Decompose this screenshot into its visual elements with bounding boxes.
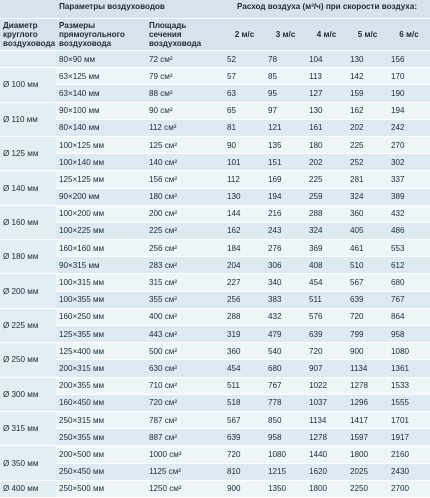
flow-4ms-cell: 113 <box>306 68 347 85</box>
flow-6ms-cell: 170 <box>388 68 430 85</box>
flow-3ms-cell: 680 <box>265 360 306 377</box>
flow-2ms-cell: 900 <box>224 480 265 497</box>
table-row <box>0 463 430 480</box>
area-cell: 710 см² <box>146 377 224 394</box>
flow-2ms-cell: 184 <box>224 240 265 257</box>
flow-2ms-cell: 144 <box>224 205 265 222</box>
flow-4ms-cell: 161 <box>306 119 347 136</box>
diameter-cell: Ø 100 мм <box>0 68 56 102</box>
flow-6ms-cell: 156 <box>388 51 430 68</box>
table-row <box>0 205 430 222</box>
area-cell: 1250 см² <box>146 480 224 497</box>
flow-6ms-cell: 2700 <box>388 480 430 497</box>
table-row <box>0 257 430 274</box>
flow-2ms-cell: 256 <box>224 291 265 308</box>
flow-6ms-cell: 337 <box>388 171 430 188</box>
area-cell: 112 см² <box>146 119 224 136</box>
flow-6ms-cell: 242 <box>388 119 430 136</box>
rect-size-cell: 160×160 мм <box>56 240 146 257</box>
area-cell: 500 см² <box>146 343 224 360</box>
flow-5ms-cell: 405 <box>347 222 388 239</box>
rect-size-cell: 100×225 мм <box>56 222 146 239</box>
rect-size-cell: 100×200 мм <box>56 205 146 222</box>
flow-3ms-cell: 121 <box>265 119 306 136</box>
flow-5ms-cell: 567 <box>347 274 388 291</box>
flow-6ms-cell: 1917 <box>388 429 430 446</box>
area-cell: 140 см² <box>146 154 224 171</box>
header-speed-6: 6 м/с <box>388 19 430 51</box>
header-airflow: Расход воздуха (м³/ч) при скорости воздуха: <box>224 0 430 19</box>
flow-3ms-cell: 778 <box>265 394 306 411</box>
area-cell: 180 см² <box>146 188 224 205</box>
table-row <box>0 411 430 428</box>
flow-3ms-cell: 479 <box>265 326 306 343</box>
flow-3ms-cell: 432 <box>265 308 306 325</box>
flow-3ms-cell: 540 <box>265 343 306 360</box>
table-row <box>0 343 430 360</box>
rect-size-cell: 160×250 мм <box>56 308 146 325</box>
flow-3ms-cell: 383 <box>265 291 306 308</box>
flow-3ms-cell: 135 <box>265 136 306 153</box>
header-speed-4: 4 м/с <box>306 19 347 51</box>
area-cell: 88 см² <box>146 85 224 102</box>
flow-5ms-cell: 281 <box>347 171 388 188</box>
flow-2ms-cell: 567 <box>224 411 265 428</box>
flow-4ms-cell: 1620 <box>306 463 347 480</box>
flow-4ms-cell: 1134 <box>306 411 347 428</box>
diameter-cell: Ø 110 мм <box>0 102 56 136</box>
flow-2ms-cell: 81 <box>224 119 265 136</box>
rect-size-cell: 125×355 мм <box>56 326 146 343</box>
table-body <box>0 51 430 498</box>
area-cell: 72 см² <box>146 51 224 68</box>
table-row <box>0 154 430 171</box>
flow-5ms-cell: 225 <box>347 136 388 153</box>
diameter-cell: Ø 200 мм <box>0 274 56 308</box>
flow-3ms-cell: 95 <box>265 85 306 102</box>
flow-4ms-cell: 576 <box>306 308 347 325</box>
flow-6ms-cell: 1555 <box>388 394 430 411</box>
flow-3ms-cell: 276 <box>265 240 306 257</box>
flow-5ms-cell: 639 <box>347 291 388 308</box>
diameter-cell: Ø 400 мм <box>0 480 56 497</box>
area-cell: 630 см² <box>146 360 224 377</box>
flow-3ms-cell: 78 <box>265 51 306 68</box>
flow-3ms-cell: 850 <box>265 411 306 428</box>
flow-6ms-cell: 1361 <box>388 360 430 377</box>
area-cell: 79 см² <box>146 68 224 85</box>
flow-2ms-cell: 52 <box>224 51 265 68</box>
diameter-cell: Ø 180 мм <box>0 240 56 274</box>
area-cell: 720 см² <box>146 394 224 411</box>
flow-6ms-cell: 194 <box>388 102 430 119</box>
flow-3ms-cell: 151 <box>265 154 306 171</box>
flow-5ms-cell: 324 <box>347 188 388 205</box>
diameter-cell <box>0 51 56 68</box>
rect-size-cell: 200×500 мм <box>56 446 146 463</box>
flow-3ms-cell: 767 <box>265 377 306 394</box>
rect-size-cell: 250×450 мм <box>56 463 146 480</box>
rect-size-cell: 160×450 мм <box>56 394 146 411</box>
flow-4ms-cell: 454 <box>306 274 347 291</box>
flow-3ms-cell: 958 <box>265 429 306 446</box>
table-row <box>0 274 430 291</box>
flow-4ms-cell: 907 <box>306 360 347 377</box>
flow-4ms-cell: 202 <box>306 154 347 171</box>
diameter-cell: Ø 250 мм <box>0 343 56 377</box>
flow-4ms-cell: 324 <box>306 222 347 239</box>
diameter-cell: Ø 160 мм <box>0 205 56 239</box>
diameter-cell: Ø 300 мм <box>0 377 56 411</box>
flow-5ms-cell: 1597 <box>347 429 388 446</box>
flow-2ms-cell: 511 <box>224 377 265 394</box>
diameter-cell: Ø 125 мм <box>0 136 56 170</box>
flow-5ms-cell: 799 <box>347 326 388 343</box>
flow-6ms-cell: 432 <box>388 205 430 222</box>
flow-4ms-cell: 1037 <box>306 394 347 411</box>
table-row <box>0 360 430 377</box>
area-cell: 1000 см² <box>146 446 224 463</box>
flow-6ms-cell: 190 <box>388 85 430 102</box>
rect-size-cell: 125×400 мм <box>56 343 146 360</box>
flow-2ms-cell: 101 <box>224 154 265 171</box>
header-speed-3: 3 м/с <box>265 19 306 51</box>
flow-2ms-cell: 90 <box>224 136 265 153</box>
area-cell: 355 см² <box>146 291 224 308</box>
rect-size-cell: 250×315 мм <box>56 411 146 428</box>
flow-5ms-cell: 1134 <box>347 360 388 377</box>
table-row <box>0 377 430 394</box>
flow-5ms-cell: 159 <box>347 85 388 102</box>
flow-2ms-cell: 518 <box>224 394 265 411</box>
flow-2ms-cell: 639 <box>224 429 265 446</box>
rect-size-cell: 80×90 мм <box>56 51 146 68</box>
flow-3ms-cell: 243 <box>265 222 306 239</box>
area-cell: 200 см² <box>146 205 224 222</box>
table-row <box>0 188 430 205</box>
header-duct-parameters: Параметры воздуховодов <box>0 0 224 19</box>
flow-3ms-cell: 85 <box>265 68 306 85</box>
flow-4ms-cell: 259 <box>306 188 347 205</box>
rect-size-cell: 80×140 мм <box>56 119 146 136</box>
flow-5ms-cell: 1417 <box>347 411 388 428</box>
rect-size-cell: 90×100 мм <box>56 102 146 119</box>
area-cell: 400 см² <box>146 308 224 325</box>
flow-3ms-cell: 97 <box>265 102 306 119</box>
area-cell: 156 см² <box>146 171 224 188</box>
flow-3ms-cell: 194 <box>265 188 306 205</box>
diameter-cell: Ø 315 мм <box>0 411 56 445</box>
area-cell: 1125 см² <box>146 463 224 480</box>
flow-6ms-cell: 1701 <box>388 411 430 428</box>
flow-3ms-cell: 306 <box>265 257 306 274</box>
area-cell: 887 см² <box>146 429 224 446</box>
flow-5ms-cell: 1278 <box>347 377 388 394</box>
flow-4ms-cell: 1440 <box>306 446 347 463</box>
table-row <box>0 394 430 411</box>
flow-3ms-cell: 1080 <box>265 446 306 463</box>
flow-3ms-cell: 1350 <box>265 480 306 497</box>
flow-2ms-cell: 204 <box>224 257 265 274</box>
flow-4ms-cell: 127 <box>306 85 347 102</box>
header-rect-size: Размеры прямоугольного воздуховода <box>56 19 146 51</box>
table-row <box>0 85 430 102</box>
table-row <box>0 308 430 325</box>
rect-size-cell: 100×355 мм <box>56 291 146 308</box>
table-row <box>0 102 430 119</box>
flow-4ms-cell: 1022 <box>306 377 347 394</box>
flow-2ms-cell: 454 <box>224 360 265 377</box>
flow-5ms-cell: 2025 <box>347 463 388 480</box>
rect-size-cell: 100×140 мм <box>56 154 146 171</box>
flow-6ms-cell: 553 <box>388 240 430 257</box>
rect-size-cell: 90×200 мм <box>56 188 146 205</box>
header-area: Площадь сечения воздуховода <box>146 19 224 51</box>
area-cell: 256 см² <box>146 240 224 257</box>
flow-5ms-cell: 1296 <box>347 394 388 411</box>
table-row <box>0 480 430 497</box>
table-row <box>0 429 430 446</box>
flow-2ms-cell: 288 <box>224 308 265 325</box>
flow-4ms-cell: 104 <box>306 51 347 68</box>
rect-size-cell: 200×315 мм <box>56 360 146 377</box>
flow-6ms-cell: 389 <box>388 188 430 205</box>
rect-size-cell: 250×500 мм <box>56 480 146 497</box>
table-row <box>0 222 430 239</box>
rect-size-cell: 200×355 мм <box>56 377 146 394</box>
flow-4ms-cell: 639 <box>306 326 347 343</box>
flow-6ms-cell: 2160 <box>388 446 430 463</box>
table-row <box>0 171 430 188</box>
header-diameter: Диаметр круглого воздуховода <box>0 19 56 51</box>
flow-6ms-cell: 767 <box>388 291 430 308</box>
flow-6ms-cell: 864 <box>388 308 430 325</box>
flow-6ms-cell: 270 <box>388 136 430 153</box>
flow-3ms-cell: 1215 <box>265 463 306 480</box>
header-speed-5: 5 м/с <box>347 19 388 51</box>
area-cell: 225 см² <box>146 222 224 239</box>
flow-5ms-cell: 130 <box>347 51 388 68</box>
flow-5ms-cell: 360 <box>347 205 388 222</box>
flow-2ms-cell: 130 <box>224 188 265 205</box>
flow-5ms-cell: 142 <box>347 68 388 85</box>
table-row <box>0 68 430 85</box>
flow-3ms-cell: 169 <box>265 171 306 188</box>
flow-4ms-cell: 130 <box>306 102 347 119</box>
flow-5ms-cell: 252 <box>347 154 388 171</box>
flow-6ms-cell: 302 <box>388 154 430 171</box>
flow-4ms-cell: 288 <box>306 205 347 222</box>
flow-3ms-cell: 340 <box>265 274 306 291</box>
table-row <box>0 291 430 308</box>
diameter-cell: Ø 350 мм <box>0 446 56 480</box>
flow-4ms-cell: 225 <box>306 171 347 188</box>
flow-4ms-cell: 1278 <box>306 429 347 446</box>
flow-4ms-cell: 1800 <box>306 480 347 497</box>
flow-4ms-cell: 720 <box>306 343 347 360</box>
area-cell: 787 см² <box>146 411 224 428</box>
rect-size-cell: 100×125 мм <box>56 136 146 153</box>
table-row <box>0 119 430 136</box>
header-speed-2: 2 м/с <box>224 19 265 51</box>
area-cell: 283 см² <box>146 257 224 274</box>
rect-size-cell: 63×140 мм <box>56 85 146 102</box>
rect-size-cell: 250×355 мм <box>56 429 146 446</box>
rect-size-cell: 100×315 мм <box>56 274 146 291</box>
rect-size-cell: 90×315 мм <box>56 257 146 274</box>
table-row <box>0 240 430 257</box>
area-cell: 315 см² <box>146 274 224 291</box>
flow-5ms-cell: 202 <box>347 119 388 136</box>
flow-2ms-cell: 57 <box>224 68 265 85</box>
area-cell: 443 см² <box>146 326 224 343</box>
rect-size-cell: 63×125 мм <box>56 68 146 85</box>
flow-2ms-cell: 360 <box>224 343 265 360</box>
diameter-cell: Ø 140 мм <box>0 171 56 205</box>
flow-2ms-cell: 720 <box>224 446 265 463</box>
flow-5ms-cell: 510 <box>347 257 388 274</box>
flow-4ms-cell: 369 <box>306 240 347 257</box>
flow-4ms-cell: 180 <box>306 136 347 153</box>
flow-5ms-cell: 162 <box>347 102 388 119</box>
flow-2ms-cell: 810 <box>224 463 265 480</box>
flow-6ms-cell: 486 <box>388 222 430 239</box>
rect-size-cell: 125×125 мм <box>56 171 146 188</box>
flow-2ms-cell: 63 <box>224 85 265 102</box>
diameter-cell: Ø 225 мм <box>0 308 56 342</box>
flow-2ms-cell: 319 <box>224 326 265 343</box>
flow-5ms-cell: 461 <box>347 240 388 257</box>
flow-6ms-cell: 612 <box>388 257 430 274</box>
flow-6ms-cell: 1080 <box>388 343 430 360</box>
flow-4ms-cell: 511 <box>306 291 347 308</box>
flow-3ms-cell: 216 <box>265 205 306 222</box>
flow-6ms-cell: 1533 <box>388 377 430 394</box>
flow-6ms-cell: 2430 <box>388 463 430 480</box>
table-row <box>0 136 430 153</box>
flow-5ms-cell: 2250 <box>347 480 388 497</box>
flow-4ms-cell: 408 <box>306 257 347 274</box>
table-row <box>0 51 430 68</box>
flow-5ms-cell: 1800 <box>347 446 388 463</box>
flow-5ms-cell: 900 <box>347 343 388 360</box>
flow-2ms-cell: 65 <box>224 102 265 119</box>
flow-6ms-cell: 680 <box>388 274 430 291</box>
flow-5ms-cell: 720 <box>347 308 388 325</box>
area-cell: 90 см² <box>146 102 224 119</box>
flow-2ms-cell: 227 <box>224 274 265 291</box>
flow-6ms-cell: 958 <box>388 326 430 343</box>
table-row <box>0 446 430 463</box>
area-cell: 125 см² <box>146 136 224 153</box>
flow-2ms-cell: 162 <box>224 222 265 239</box>
table-row <box>0 326 430 343</box>
flow-2ms-cell: 112 <box>224 171 265 188</box>
